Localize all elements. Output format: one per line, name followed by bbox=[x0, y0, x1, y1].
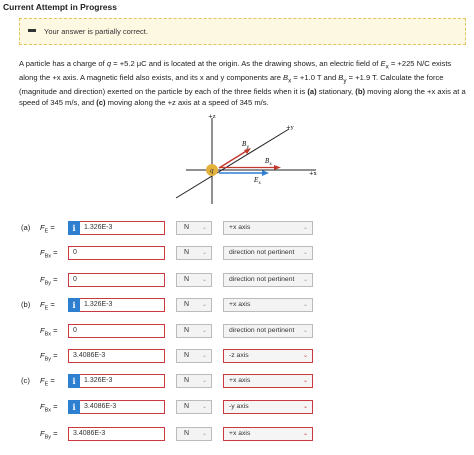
force-subscript: Bx bbox=[44, 253, 52, 260]
bx-label bbox=[264, 158, 272, 167]
problem-sub: x bbox=[288, 77, 292, 85]
force-label bbox=[40, 376, 55, 388]
chevron-down-icon: ⌄ bbox=[302, 277, 308, 283]
info-icon[interactable]: i bbox=[68, 221, 80, 235]
force-label bbox=[40, 223, 55, 235]
equals-sign: = bbox=[51, 402, 58, 411]
answer-input[interactable]: 1.326E-3 bbox=[80, 221, 165, 235]
answer-input[interactable]: 1.326E-3 bbox=[80, 374, 165, 388]
problem-part: (a) bbox=[307, 87, 317, 97]
chevron-down-icon: ⌄ bbox=[302, 431, 308, 437]
chevron-down-icon: ⌄ bbox=[201, 404, 207, 410]
answer-input[interactable]: 0 bbox=[68, 273, 165, 287]
direction-value: -y axis bbox=[229, 403, 249, 410]
unit-value: N bbox=[184, 403, 190, 410]
answer-input[interactable]: 3.4086E-3 bbox=[80, 400, 165, 414]
unit-select[interactable] bbox=[176, 221, 212, 235]
direction-select[interactable] bbox=[223, 273, 313, 287]
chevron-down-icon: ⌄ bbox=[302, 302, 308, 308]
chevron-down-icon: ⌄ bbox=[201, 277, 207, 283]
direction-value: +x axis bbox=[229, 224, 251, 231]
direction-select[interactable] bbox=[223, 246, 313, 260]
chevron-down-icon: ⌄ bbox=[302, 225, 308, 231]
problem-var: B bbox=[338, 73, 344, 83]
chevron-down-icon: ⌄ bbox=[201, 250, 207, 256]
problem-var: E bbox=[380, 59, 386, 68]
by-label bbox=[241, 141, 249, 150]
ex-arrowhead bbox=[262, 170, 269, 176]
force-label bbox=[40, 300, 55, 312]
bx-label-sub: x bbox=[269, 162, 272, 167]
ex-label-sub: x bbox=[258, 181, 261, 186]
problem-var: q bbox=[106, 59, 112, 68]
direction-value: +x axis bbox=[229, 377, 251, 384]
partial-correct-banner bbox=[19, 18, 466, 45]
part-label: (a) bbox=[21, 223, 31, 232]
unit-select[interactable] bbox=[176, 324, 212, 338]
chevron-down-icon: ⌄ bbox=[302, 353, 308, 359]
direction-value: -z axis bbox=[229, 352, 249, 359]
unit-value: N bbox=[184, 301, 190, 308]
unit-value: N bbox=[184, 276, 190, 283]
equals-sign: = bbox=[48, 376, 55, 385]
answer-input[interactable]: 3.4086E-3 bbox=[68, 349, 165, 363]
problem-statement bbox=[19, 59, 466, 108]
banner-message: Your answer is partially correct. bbox=[44, 27, 148, 36]
force-subscript: E bbox=[44, 381, 49, 388]
direction-value: direction not pertinent bbox=[229, 327, 295, 334]
unit-select[interactable] bbox=[176, 246, 212, 260]
force-symbol: F bbox=[40, 351, 45, 360]
bx-arrowhead bbox=[274, 165, 281, 170]
problem-sub: x bbox=[385, 63, 389, 71]
unit-value: N bbox=[184, 249, 190, 256]
problem-part: (c) bbox=[96, 97, 106, 107]
equals-sign: = bbox=[48, 223, 55, 232]
info-icon[interactable]: i bbox=[68, 298, 80, 312]
direction-value: +x axis bbox=[229, 430, 251, 437]
force-symbol: F bbox=[40, 326, 45, 335]
equals-sign: = bbox=[51, 429, 58, 438]
unit-value: N bbox=[184, 352, 190, 359]
answer-input[interactable]: 0 bbox=[68, 246, 165, 260]
chevron-down-icon: ⌄ bbox=[302, 404, 308, 410]
chevron-down-icon: ⌄ bbox=[201, 353, 207, 359]
force-symbol: F bbox=[40, 402, 45, 411]
chevron-down-icon: ⌄ bbox=[201, 378, 207, 384]
equals-sign: = bbox=[51, 248, 58, 257]
chevron-down-icon: ⌄ bbox=[201, 328, 207, 334]
force-subscript: By bbox=[44, 434, 52, 441]
bx-label-main: B bbox=[265, 158, 270, 165]
force-label bbox=[40, 326, 58, 338]
direction-select[interactable] bbox=[223, 349, 313, 363]
answer-input[interactable]: 3.4086E-3 bbox=[68, 427, 165, 441]
force-subscript: E bbox=[44, 305, 49, 312]
direction-select[interactable] bbox=[223, 324, 313, 338]
problem-part: (b) bbox=[355, 87, 365, 97]
ex-label-main: E bbox=[254, 177, 259, 184]
chevron-down-icon: ⌄ bbox=[302, 250, 308, 256]
problem-sub: y bbox=[343, 77, 347, 85]
z-axis-label: +z bbox=[208, 114, 216, 120]
force-symbol: F bbox=[40, 248, 45, 257]
unit-value: N bbox=[184, 327, 190, 334]
problem-text: = +225 N/C exists along the +x axis. A magnetic field also exists, and its x and y components are bbox=[19, 59, 452, 83]
y-axis-label: +y bbox=[286, 125, 294, 131]
force-subscript: By bbox=[44, 356, 52, 363]
direction-value: direction not pertinent bbox=[229, 276, 295, 283]
force-subscript: Bx bbox=[44, 407, 52, 414]
unit-select[interactable] bbox=[176, 374, 212, 388]
force-symbol: F bbox=[40, 300, 45, 309]
problem-var: B bbox=[283, 73, 289, 83]
by-arrow bbox=[219, 150, 248, 168]
problem-text: moving along the +x axis at a speed of 345 m/s, and bbox=[19, 87, 466, 107]
unit-select[interactable] bbox=[176, 298, 212, 312]
problem-text: moving along the +z axis at a speed of 345 m/s. bbox=[105, 97, 269, 107]
direction-select[interactable] bbox=[223, 298, 313, 312]
answer-input[interactable]: 1.326E-3 bbox=[80, 298, 165, 312]
direction-select[interactable] bbox=[223, 221, 313, 235]
unit-select[interactable] bbox=[176, 400, 212, 414]
force-subscript: E bbox=[44, 228, 49, 235]
direction-select[interactable] bbox=[223, 427, 313, 441]
unit-value: N bbox=[184, 377, 190, 384]
force-subscript: By bbox=[44, 280, 52, 287]
force-symbol: F bbox=[40, 376, 45, 385]
force-symbol: F bbox=[40, 223, 45, 232]
force-label bbox=[40, 248, 58, 260]
page-title: Current Attempt in Progress bbox=[3, 2, 117, 12]
force-subscript: Bx bbox=[44, 331, 52, 338]
direction-select[interactable] bbox=[223, 374, 313, 388]
problem-text: stationary, bbox=[316, 87, 356, 97]
equals-sign: = bbox=[51, 326, 58, 335]
answer-input[interactable]: 0 bbox=[68, 324, 165, 338]
part-label: (b) bbox=[21, 300, 31, 309]
by-label-main: B bbox=[242, 141, 247, 148]
minus-icon bbox=[28, 29, 36, 32]
info-icon[interactable]: i bbox=[68, 374, 80, 388]
x-axis-label: +x bbox=[309, 171, 317, 177]
problem-text: = +1.9 T. Calculate the force (magnitude and direction) exerted on the particle by each of the three fields when it is bbox=[19, 73, 444, 97]
by-label-sub: y bbox=[246, 145, 249, 150]
charge-label: q bbox=[209, 166, 214, 175]
problem-text: = +5.2 μC and is located at the origin. As the drawing shows, an electric field of bbox=[111, 59, 381, 68]
equals-sign: = bbox=[51, 351, 58, 360]
equals-sign: = bbox=[51, 275, 58, 284]
unit-select[interactable] bbox=[176, 349, 212, 363]
ex-label bbox=[253, 177, 261, 186]
field-diagram bbox=[172, 112, 322, 204]
force-label bbox=[40, 351, 58, 363]
equals-sign: = bbox=[48, 300, 55, 309]
force-label bbox=[40, 402, 58, 414]
unit-value: N bbox=[184, 224, 190, 231]
unit-select[interactable] bbox=[176, 273, 212, 287]
problem-text: A particle has a charge of bbox=[19, 59, 107, 68]
unit-value: N bbox=[184, 430, 190, 437]
problem-text: = +1.0 T and bbox=[291, 73, 339, 83]
chevron-down-icon: ⌄ bbox=[201, 431, 207, 437]
chevron-down-icon: ⌄ bbox=[201, 302, 207, 308]
part-label: (c) bbox=[21, 376, 30, 385]
force-label bbox=[40, 275, 58, 287]
direction-select[interactable] bbox=[223, 400, 313, 414]
chevron-down-icon: ⌄ bbox=[201, 225, 207, 231]
chevron-down-icon: ⌄ bbox=[302, 328, 308, 334]
direction-value: +x axis bbox=[229, 301, 251, 308]
info-icon[interactable]: i bbox=[68, 400, 80, 414]
force-symbol: F bbox=[40, 275, 45, 284]
unit-select[interactable] bbox=[176, 427, 212, 441]
y-axis bbox=[176, 129, 289, 198]
chevron-down-icon: ⌄ bbox=[302, 378, 308, 384]
force-label bbox=[40, 429, 58, 441]
direction-value: direction not pertinent bbox=[229, 249, 295, 256]
force-symbol: F bbox=[40, 429, 45, 438]
